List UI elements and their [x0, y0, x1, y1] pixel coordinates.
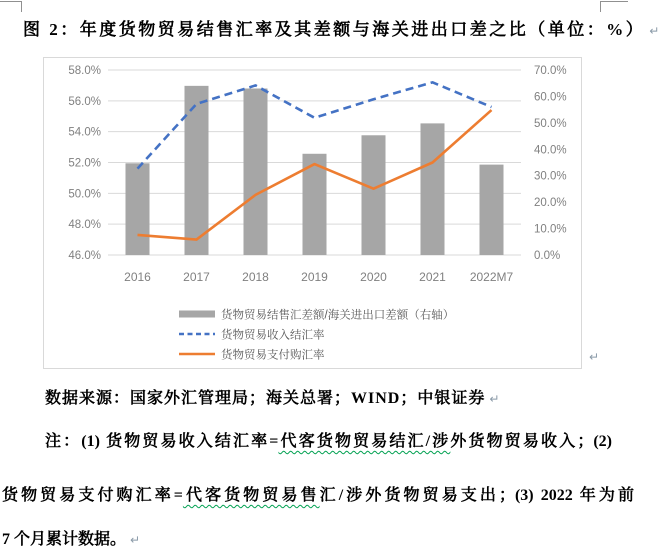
data-source-text: 数据来源：国家外汇管理局；海关总署；WIND；中银证券 [45, 390, 486, 407]
note-line-1 [45, 431, 612, 452]
bar-2017 [185, 86, 209, 255]
left-axis-tick-label: 56.0% [68, 95, 101, 108]
bar-2018 [244, 89, 268, 256]
bar-2020 [362, 135, 386, 255]
note-text-wavy-underline: 代客货物贸易结汇/涉 [278, 433, 451, 450]
legend-label: 货物贸易结售汇差额/海关进出口差额（右轴） [221, 309, 455, 322]
left-axis-tick-label: 50.0% [68, 188, 101, 201]
figure-title [23, 15, 659, 40]
bar-2022M7 [480, 165, 504, 255]
figure-title-text: 图 2：年度货物贸易结售汇率及其差额与海关进出口差之比（单位：%） [23, 20, 646, 39]
paragraph-mark-icon: ↵ [489, 392, 500, 406]
legend-label: 货物贸易收入结汇率 [221, 329, 325, 342]
note-text: 注：(1) 货物贸易收入结汇率= [45, 433, 279, 450]
note-text: 汇/涉外货物贸易支出；(3) 2022 年为前 [319, 487, 634, 504]
paragraph-mark-icon: ↵ [589, 350, 600, 364]
note-line-2 [2, 485, 634, 506]
chart-canvas [44, 58, 581, 368]
left-axis-tick-label: 48.0% [68, 219, 101, 232]
paragraph-mark-icon: ↵ [649, 24, 659, 38]
chart-object[interactable] [43, 57, 582, 369]
right-axis-tick-label: 10.0% [534, 223, 567, 236]
right-axis-tick-label: 50.0% [534, 117, 567, 130]
bar-2021 [421, 123, 445, 255]
left-axis-tick-label: 54.0% [68, 126, 101, 139]
right-axis-tick-label: 20.0% [534, 197, 567, 210]
legend-label: 货物贸易支付购汇率 [221, 349, 325, 362]
left-axis-tick-label: 46.0% [68, 250, 101, 262]
right-axis-tick-label: 0.0% [534, 250, 561, 262]
bar-2016 [126, 163, 150, 255]
right-axis-tick-label: 40.0% [534, 144, 567, 157]
note-text-wavy-underline: 代客货物贸易售 [182, 487, 320, 504]
note-line-3 [2, 529, 140, 551]
table-corner-mark-right [600, 1, 628, 12]
right-axis-tick-label: 30.0% [534, 170, 567, 183]
x-axis-label-2017: 2017 [183, 270, 210, 284]
right-axis-tick-label: 70.0% [534, 65, 567, 77]
left-axis-tick-label: 58.0% [68, 65, 101, 77]
left-axis-tick-label: 52.0% [68, 157, 101, 170]
note-text: 货物贸易支付购汇率= [2, 487, 183, 504]
x-axis-label-2020: 2020 [360, 270, 387, 284]
note-text: 7 个月累计数据。 [2, 531, 127, 548]
x-axis-label-2016: 2016 [124, 270, 151, 284]
x-axis-label-2018: 2018 [242, 270, 269, 284]
right-axis-tick-label: 60.0% [534, 91, 567, 104]
legend-swatch-bar [179, 311, 215, 318]
note-text: 外货物贸易收入；(2) [450, 433, 612, 450]
paragraph-mark-icon: ↵ [130, 533, 141, 547]
x-axis-label-2019: 2019 [301, 270, 328, 284]
table-corner-mark-left [0, 1, 22, 12]
data-source-line [45, 385, 499, 408]
x-axis-label-2021: 2021 [419, 270, 446, 284]
x-axis-label-2022M7: 2022M7 [469, 270, 514, 284]
